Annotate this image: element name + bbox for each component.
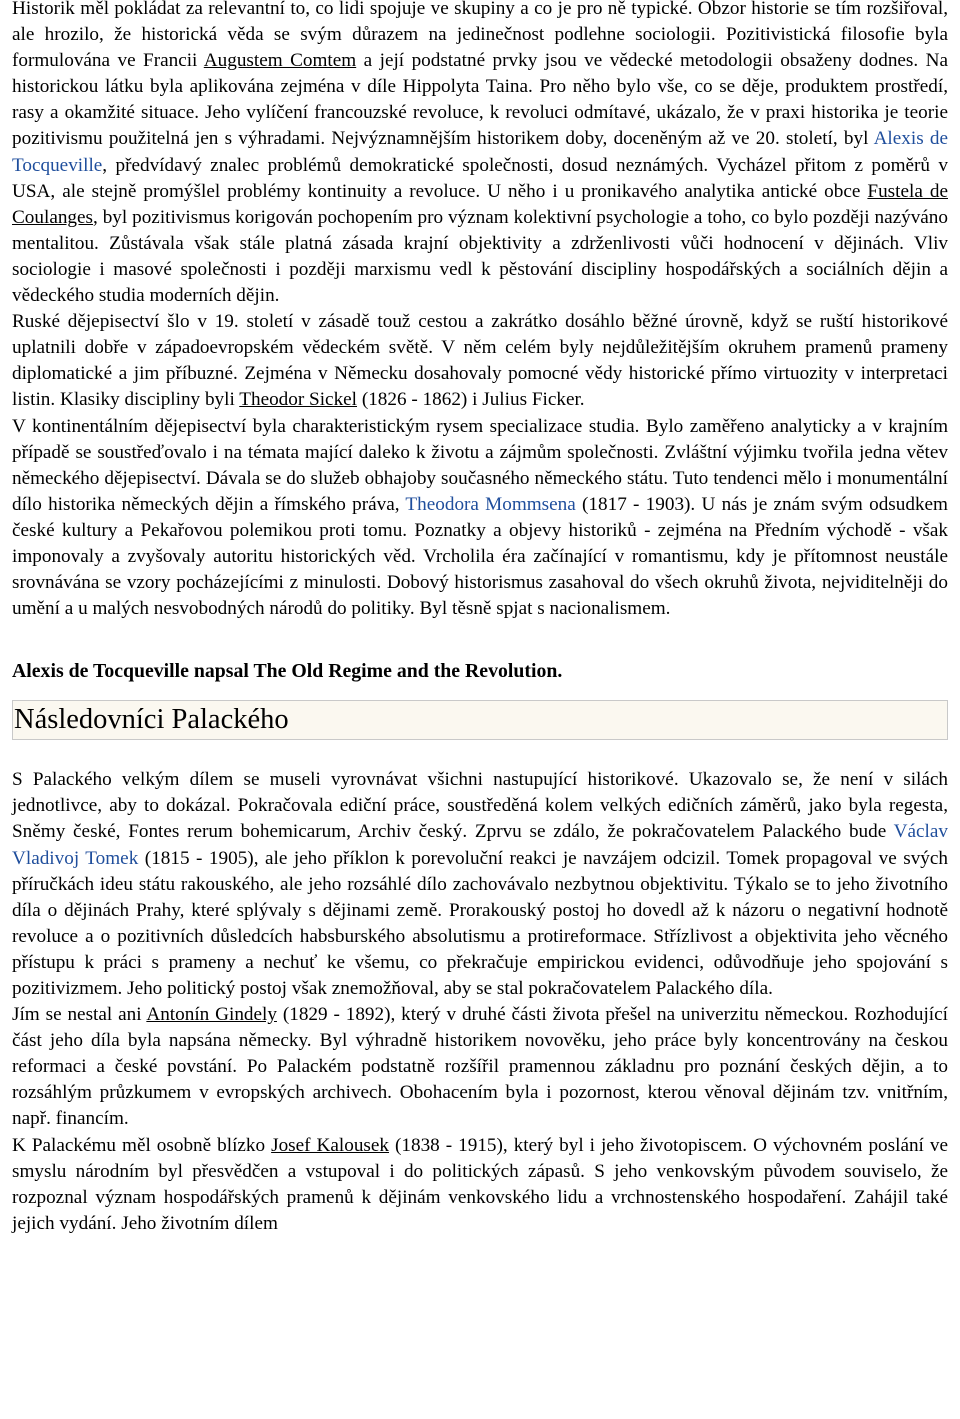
paragraph-ruske-dejepisectvi	[12, 309, 948, 413]
text-span: Ruské dějepisectví šlo v 19. století v zásadě touž cestou a zakrátko dosáhlo běžné úrovně, když se ruští historikové uplatnili dobře v západoevropském vědeckém světě. V něm celém byly nejdůležitějším okruhem pramenů prameny diplomatické a jim příbuzné. Zejména v Německu dosahovaly pomocné vědy historické přímo virtuozity v interpretaci listin. Klasiky discipliny byli	[12, 311, 948, 411]
text-span: (1829 - 1892), který v druhé části života přešel na univerzitu německou. Rozhodující část jeho díla byla napsána německy. Byl výhradně historikem novověku, jeho práce byly koncentrovány na českou reformaci a české povstání. Po Palackém podstatně rozšířil pramennou základnu pro poznání českých dějin, a to rozsáhlým průzkumem v evropských archivech. Obohacením byla i pozornost, kterou věnoval dějinám tzv. vnitřním, např. financím.	[12, 1004, 948, 1130]
text-span: Jím se nestal ani	[12, 1004, 147, 1026]
link-vaclav-vladivoj-tomek[interactable]: Václav Vladivoj Tomek	[12, 821, 948, 869]
text-span: S Palackého velkým dílem se museli vyrovnávat všichni nastupující historikové. Ukazovalo se, že není v silách jednotlivce, aby to dokázal. Pokračovala ediční práce, soustředěná kolem velkých edičních záměrů, jako byla regesta, Sněmy české, Fontes rerum bohemicarum, Archiv český. Zprvu se zdálo, že pokračovatelem Palackého bude	[12, 769, 948, 843]
text-span: , byl pozitivismus korigován pochopením pro význam kolektivní psychologie a toho, co bylo později nazýváno mentalitou. Zůstávala však stále platná zásada krajní objektivity a zdrženlivosti vůči hodnocení v dějinách. Vliv sociologie i masové společnosti i později marxismu vedl k pěstování discipliny hospodářských a sociálních dějin a vědeckého studia moderních dějin.	[12, 206, 948, 307]
text-span: K Palackému měl osobně blízko	[12, 1134, 272, 1156]
link-antonin-gindely[interactable]: Antonín Gindely	[146, 1004, 277, 1026]
text-span: (1838 - 1915), který byl i jeho životopiscem. O výchovném poslání ve smyslu národním byl přesvědčen a vstupoval i do politických zápasů. S jeho venkovským původem souviselo, že rozpoznal význam hospodářských pramenů k dějinám venkovského lidu a vrchnostenského hospodaření. Zahájil také jejich vydání. Jeho životním dílem	[12, 1134, 948, 1234]
bold-note: Alexis de Tocqueville napsal The Old Regime and the Revolution.	[12, 660, 563, 683]
link-augustem-comtem[interactable]: Augustem Comtem	[203, 50, 357, 72]
link-fustela-de-coulanges[interactable]: Fustela de Coulanges	[12, 180, 948, 228]
link-alexis-de-tocqueville[interactable]: Alexis de Tocqueville	[12, 128, 948, 176]
link-theodora-mommsena[interactable]: Theodora Mommsena	[405, 493, 576, 515]
text-span: (1817 - 1903). U nás je znám svým odsudkem české kultury a Pekařovou polemikou proti tomu. Poznatky a objevy historiků - zejména na Předním východě - však imponovaly a zvyšovaly autoritu historických věd. Vrcholila éra začínající v romantismu, kdy je přítomnost neustále srovnávána se vzory pocházejícími z minulosti. Dobový historismus zasahoval do všech okruhů života, nejviditelněji do umění a u malých nesvobodných národů do politiky. Byl těsně spjat s nacionalismem.	[12, 493, 948, 620]
paragraph-tomek	[12, 767, 948, 1002]
paragraph-pozitivismus	[12, 0, 948, 309]
paragraph-kalousek	[12, 1133, 948, 1237]
paragraph-gindely	[12, 1002, 948, 1132]
paragraph-kontinentalni-dejepisectvi	[12, 414, 948, 623]
text-span: a její podstatné prvky jsou ve vědecké metodologii obsaženy dodnes. Na historickou látku byla aplikována zejména v díle Hippolyta Taina. Pro něho bylo vše, co se děje, produktem prostředí, rasy a okamžité situace. Jeho vylíčení francouzské revoluce, k revoluci odmítavé, ukázalo, že v praxi historika je teorie pozitivismu použitelná jen s výhradami. Nejvýznamnějším historikem doby, doceněným až ve 20. století, byl	[12, 50, 949, 150]
text-span: Historik měl pokládat za relevantní to, co lidi spojuje ve skupiny a co je pro ně typické. Obzor historie se tím rozšiřoval, ale hrozilo, že historická věda se svým důrazem na jedinečnost podlehne sociologii. Pozitivistická filosofie byla formulována ve Francii	[12, 0, 948, 72]
text-span: , předvídavý znalec problémů demokratické společnosti, dosud neznámých. Vycházel přitom z poměrů v USA, ale stejně promýšlel problémy kontinuity a revoluce. U něho i u pronikavého analytika antické obce	[12, 154, 948, 202]
text-span: (1815 - 1905), ale jeho příklon k porevoluční reakci je navzájem odcizil. Tomek propagoval ve svých příručkách ideu státu rakouského, ale jeho rozsáhlé dílo zachovávalo nezbytnou objektivitu. Týkalo se to jeho životního díla o dějinách Prahy, které splývaly s dějinami země. Prorakouský postoj ho dovedl až k názoru o negativní hodnotě revoluce a o pozitivních důsledcích habsburského absolutismu a protireformace. Střízlivost a objektivita jeho věcného přístupu k práci s prameny a nechuť ke všemu, co překračuje empirickou evidenci, odůvodňuje jeho spojování s pozitivizmem. Jeho politický postoj však znemožňoval, aby se stal pokračovatelem Palackého díla.	[12, 847, 948, 999]
link-theodor-sickel[interactable]: Theodor Sickel	[239, 389, 358, 411]
section-heading: Následovníci Palackého	[12, 700, 948, 740]
link-josef-kalousek[interactable]: Josef Kalousek	[271, 1134, 390, 1156]
text-span: V kontinentálním dějepisectví byla charakteristickým rysem specializace studia. Bylo zaměřeno analyticky a v krajním případě se soustřeďovalo i na témata mající daleko k životu a zájmům společnosti. Zvláštní výjimku tvořila jedna větev německého dějepisectví. Dávala se do služeb obhajoby současného německého státu. Tuto tendenci mělo i monumentální dílo historika německých dějin a římského práva,	[12, 415, 948, 515]
text-span: (1826 - 1862) i Julius Ficker.	[357, 389, 585, 411]
